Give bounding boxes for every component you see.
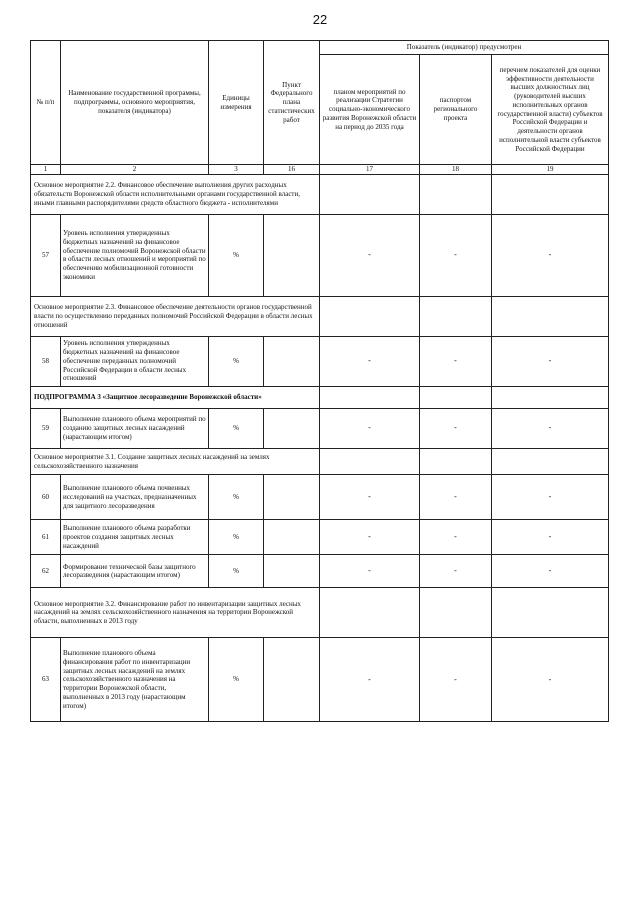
value-17: - [320,520,420,555]
stat-plan-cell [264,520,320,555]
table-row [31,638,609,722]
section-row: Основное мероприятие 2.2. Финансовое обеспечение выполнения других расходных обязательств Воронежской области исполнительными органами государственной власти, иными главными распорядителями средств областного бюджета - исполнителями [31,174,320,214]
value-19: - [492,336,609,386]
header-passport: паспортом регионального проекта [420,55,492,165]
col-number: 17 [320,165,420,175]
table-row [31,408,609,448]
indicator-name: Выполнение планового объема финансирования работ по инвентаризации защитных лесных насаждений на землях сельскохозяйственного назначения на территории Воронежской области, выполненных в 2013 году (нарастающим итогом) [61,638,209,722]
value-17: - [320,638,420,722]
unit: % [209,520,264,555]
value-17: - [320,408,420,448]
row-number: 58 [31,336,61,386]
page-number: 22 [312,12,328,27]
value-18: - [420,520,492,555]
subprogram-row: ПОДПРОГРАММА 3 «Защитное лесоразведение Воронежской области» [31,386,320,408]
value-17: - [320,475,420,520]
row-number: 59 [31,408,61,448]
value-18: - [420,638,492,722]
value-17: - [320,555,420,588]
row-number: 62 [31,555,61,588]
col-number: 19 [492,165,609,175]
stat-plan-cell [264,408,320,448]
table-row [31,555,609,588]
table-row [31,214,609,296]
value-19: - [492,408,609,448]
unit: % [209,214,264,296]
header-num: № п/п [31,41,61,165]
indicator-name: Выполнение планового объема мероприятий по созданию защитных лесных насаждений (нарастающим итогом) [61,408,209,448]
section-row: Основное мероприятие 3.1. Создание защитных лесных насаждений на землях сельскохозяйственного назначения [31,448,320,475]
stat-plan-cell [264,475,320,520]
section-row: Основное мероприятие 3.2. Финансирование работ по инвентаризации защитных лесных насаждений на землях сельскохозяйственного назначения на территории Воронежской области, выполненных в 2013 году [31,588,320,638]
header-name: Наименование государственной программы, подпрограммы, основного мероприятия, показателя (индикатора) [61,41,209,165]
header-unit: Единицы измерения [209,41,264,165]
col-number: 16 [264,165,320,175]
section-row: Основное мероприятие 2.3. Финансовое обеспечение деятельности органов государственной власти по осуществлению переданных полномочий Российской Федерации в области лесных отношений [31,296,320,336]
unit: % [209,638,264,722]
value-19: - [492,555,609,588]
value-18: - [420,214,492,296]
indicators-table [30,40,609,722]
value-18: - [420,336,492,386]
unit: % [209,408,264,448]
col-number: 3 [209,165,264,175]
indicator-name: Уровень исполнения утвержденных бюджетных назначений на финансовое обеспечение полномочий Воронежской области в области лесных отношений и мероприятий по обеспечению мобилизационной готовности экономики [61,214,209,296]
table-row [31,520,609,555]
value-17: - [320,336,420,386]
row-number: 61 [31,520,61,555]
header-strategy: планом мероприятий по реализации Стратегии социально-экономического развития Воронежской области на период до 2035 года [320,55,420,165]
row-number: 60 [31,475,61,520]
row-number: 63 [31,638,61,722]
value-19: - [492,475,609,520]
unit: % [209,555,264,588]
stat-plan-cell [264,638,320,722]
header-stat-plan: Пункт Федерального плана статистических работ [264,41,320,165]
col-number: 1 [31,165,61,175]
col-number: 2 [61,165,209,175]
unit: % [209,336,264,386]
row-number: 57 [31,214,61,296]
value-18: - [420,475,492,520]
value-19: - [492,638,609,722]
value-19: - [492,520,609,555]
header-list: перечнем показателей для оценки эффективности деятельности высших должностных лиц (руководителей высших исполнительных органов государственной власти) субъектов Российской Федерации и деятельности органов исполнительной власти субъектов Российской Федерации [492,55,609,165]
header-group: Показатель (индикатор) предусмотрен [320,41,609,55]
stat-plan-cell [264,336,320,386]
stat-plan-cell [264,214,320,296]
indicator-name: Формирование технической базы защитного лесоразведения (нарастающим итогом) [61,555,209,588]
col-number: 18 [420,165,492,175]
stat-plan-cell [264,555,320,588]
table-row [31,475,609,520]
value-19: - [492,214,609,296]
value-17: - [320,214,420,296]
value-18: - [420,555,492,588]
value-18: - [420,408,492,448]
unit: % [209,475,264,520]
indicator-name: Уровень исполнения утвержденных бюджетных назначений на финансовое обеспечение переданных полномочий Российской Федерации в области лесных отношений [61,336,209,386]
indicator-name: Выполнение планового объема разработки проектов создания защитных лесных насаждений [61,520,209,555]
indicator-name: Выполнение планового объема почвенных исследований на участках, предназначенных для защитного лесоразведения [61,475,209,520]
table-row [31,336,609,386]
